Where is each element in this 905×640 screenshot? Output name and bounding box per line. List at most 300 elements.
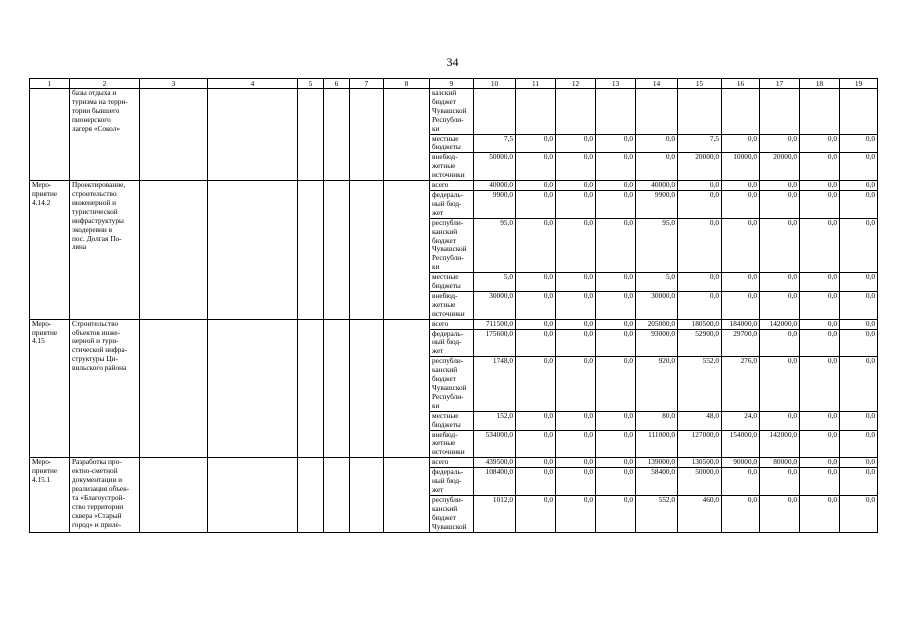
cell-line: жетные xyxy=(432,299,456,309)
measure-code-cell xyxy=(30,319,70,458)
cell-line: Меро- xyxy=(32,180,52,190)
funding-source-cell xyxy=(430,181,474,191)
cell-line: структуры Ци- xyxy=(72,354,118,364)
value-cell: 95,0 xyxy=(474,218,516,272)
cell-line: Чувашской xyxy=(432,105,467,115)
value-cell: 142000,0 xyxy=(760,319,800,329)
cell-line: канский xyxy=(432,365,458,375)
funding-source-cell xyxy=(430,357,474,411)
empty-cell xyxy=(384,89,430,181)
table-row xyxy=(30,319,878,329)
value-cell xyxy=(636,89,678,135)
value-cell xyxy=(800,89,840,135)
value-cell: 0,0 xyxy=(596,273,636,292)
value-cell: 0,0 xyxy=(556,430,596,458)
value-cell: 0,0 xyxy=(516,134,556,153)
value-cell: 40000,0 xyxy=(636,181,678,191)
header-cell: 1 xyxy=(30,79,70,89)
value-cell: 0,0 xyxy=(840,411,878,430)
empty-cell xyxy=(350,319,384,458)
cell-line: ство территории xyxy=(72,501,124,511)
empty-cell xyxy=(384,319,430,458)
cell-line: Проектирование, xyxy=(72,180,126,190)
funding-source-cell xyxy=(430,134,474,153)
cell-line: Строительство xyxy=(72,319,119,328)
funding-source-cell xyxy=(430,153,474,181)
value-cell: 0,0 xyxy=(840,181,878,191)
cell-line: туризма на терри- xyxy=(72,96,128,106)
table-row xyxy=(30,458,878,468)
cell-line: бюджеты xyxy=(432,419,461,429)
value-cell: 0,0 xyxy=(596,495,636,532)
value-cell: 0,0 xyxy=(722,218,760,272)
cell-line: ки xyxy=(432,262,440,272)
value-cell: 0,0 xyxy=(556,273,596,292)
value-cell: 0,0 xyxy=(760,495,800,532)
cell-line: источники xyxy=(432,170,465,180)
value-cell: 276,0 xyxy=(722,357,760,411)
value-cell: 0,0 xyxy=(596,181,636,191)
cell-line: ный бюд- xyxy=(432,198,462,208)
funding-source-cell xyxy=(430,218,474,272)
value-cell: 0,0 xyxy=(840,273,878,292)
value-cell: 0,0 xyxy=(840,357,878,411)
value-cell xyxy=(722,89,760,135)
cell-line: вильского района xyxy=(72,363,127,373)
value-cell xyxy=(678,89,722,135)
value-cell: 40000,0 xyxy=(474,181,516,191)
cell-line: жет xyxy=(432,207,444,217)
cell-line: Республи- xyxy=(432,391,464,401)
value-cell: 0,0 xyxy=(760,218,800,272)
empty-cell xyxy=(208,319,298,458)
header-cell: 14 xyxy=(636,79,678,89)
value-cell: 0,0 xyxy=(596,218,636,272)
value-cell: 0,0 xyxy=(800,291,840,319)
funding-source-cell xyxy=(430,468,474,496)
header-cell: 4 xyxy=(208,79,298,89)
header-cell: 19 xyxy=(840,79,878,89)
cell-line: нерной и тури- xyxy=(72,336,119,346)
value-cell: 0,0 xyxy=(840,153,878,181)
value-cell: 0,0 xyxy=(596,291,636,319)
empty-cell xyxy=(208,458,298,532)
table-row xyxy=(30,89,878,135)
header-cell: 11 xyxy=(516,79,556,89)
empty-cell xyxy=(298,458,324,532)
value-cell: 0,0 xyxy=(800,430,840,458)
cell-line: базы отдыха и xyxy=(72,88,117,97)
cell-line: Меро- xyxy=(32,457,52,467)
cell-line: федераль- xyxy=(432,190,464,199)
value-cell: 0,0 xyxy=(596,329,636,357)
cell-line: Меро- xyxy=(32,319,52,328)
value-cell: 0,0 xyxy=(636,134,678,153)
cell-line: всего xyxy=(432,180,449,190)
funding-source-cell xyxy=(430,319,474,329)
value-cell: 0,0 xyxy=(678,190,722,218)
cell-line: республи- xyxy=(432,356,464,366)
value-cell: 0,0 xyxy=(596,357,636,411)
empty-cell xyxy=(350,181,384,320)
cell-line: местные xyxy=(432,134,459,143)
value-cell: 0,0 xyxy=(840,430,878,458)
cell-line: бюджет xyxy=(432,235,456,245)
header-cell: 5 xyxy=(298,79,324,89)
program-table xyxy=(29,78,878,533)
cell-line: та «Благоустрой- xyxy=(72,492,125,502)
cell-line: местные xyxy=(432,411,459,420)
measure-name-cell xyxy=(70,458,140,532)
value-cell: 205000,0 xyxy=(636,319,678,329)
cell-line: тории бывшего xyxy=(72,105,120,115)
header-cell: 3 xyxy=(140,79,208,89)
value-cell: 0,0 xyxy=(722,495,760,532)
value-cell: 0,0 xyxy=(760,468,800,496)
empty-cell xyxy=(140,458,208,532)
cell-line: Разработка про- xyxy=(72,457,122,467)
cell-line: ный бюд- xyxy=(432,476,462,486)
value-cell: 10000,0 xyxy=(722,153,760,181)
cell-line: жет xyxy=(432,346,444,356)
cell-line: внебюд- xyxy=(432,430,458,439)
cell-line: туристической xyxy=(72,206,118,216)
value-cell: 552,0 xyxy=(636,495,678,532)
value-cell: 0,0 xyxy=(800,319,840,329)
cell-line: казский xyxy=(432,88,457,97)
value-cell: 0,0 xyxy=(516,181,556,191)
cell-line: строительство xyxy=(72,188,117,198)
cell-line: инфраструктуры xyxy=(72,215,124,225)
funding-source-cell xyxy=(430,329,474,357)
funding-source-cell xyxy=(430,273,474,292)
value-cell: 0,0 xyxy=(556,357,596,411)
cell-line: ки xyxy=(432,400,440,410)
page-number: 34 xyxy=(446,55,459,69)
cell-line: бюджет xyxy=(432,512,456,522)
value-cell xyxy=(556,89,596,135)
value-cell: 0,0 xyxy=(678,291,722,319)
value-cell: 48,0 xyxy=(678,411,722,430)
cell-line: 4.15 xyxy=(32,336,45,346)
value-cell: 0,0 xyxy=(556,319,596,329)
value-cell: 111000,0 xyxy=(636,430,678,458)
empty-cell xyxy=(208,181,298,320)
value-cell: 0,0 xyxy=(516,495,556,532)
header-cell: 2 xyxy=(70,79,140,89)
header-cell: 18 xyxy=(800,79,840,89)
value-cell: 152,0 xyxy=(474,411,516,430)
value-cell: 0,0 xyxy=(760,329,800,357)
cell-line: источники xyxy=(432,447,465,457)
empty-cell xyxy=(324,89,350,181)
value-cell: 139000,0 xyxy=(636,458,678,468)
cell-line: внебюд- xyxy=(432,291,458,300)
cell-line: федераль- xyxy=(432,467,464,477)
value-cell: 184000,0 xyxy=(722,319,760,329)
value-cell: 0,0 xyxy=(556,218,596,272)
cell-line: Республи- xyxy=(432,114,464,124)
value-cell: 0,0 xyxy=(678,181,722,191)
value-cell: 0,0 xyxy=(760,273,800,292)
header-cell: 9 xyxy=(430,79,474,89)
value-cell: 0,0 xyxy=(596,153,636,181)
value-cell: 0,0 xyxy=(800,495,840,532)
cell-line: всего xyxy=(432,319,449,328)
value-cell: 0,0 xyxy=(556,291,596,319)
cell-line: федераль- xyxy=(432,329,464,338)
empty-cell xyxy=(384,181,430,320)
value-cell: 0,0 xyxy=(800,181,840,191)
cell-line: приятие xyxy=(32,188,58,198)
empty-cell xyxy=(384,458,430,532)
value-cell: 0,0 xyxy=(516,291,556,319)
empty-cell xyxy=(350,458,384,532)
value-cell: 142000,0 xyxy=(760,430,800,458)
measure-name-cell xyxy=(70,319,140,458)
value-cell xyxy=(516,89,556,135)
value-cell: 0,0 xyxy=(800,153,840,181)
header-cell: 16 xyxy=(722,79,760,89)
header-row xyxy=(30,79,878,89)
value-cell: 130500,0 xyxy=(678,458,722,468)
value-cell: 0,0 xyxy=(556,411,596,430)
value-cell: 0,0 xyxy=(516,329,556,357)
value-cell: 180500,0 xyxy=(678,319,722,329)
value-cell: 552,0 xyxy=(678,357,722,411)
value-cell: 0,0 xyxy=(722,468,760,496)
value-cell: 0,0 xyxy=(678,218,722,272)
value-cell: 0,0 xyxy=(556,181,596,191)
header-cell: 8 xyxy=(384,79,430,89)
value-cell: 52900,0 xyxy=(678,329,722,357)
value-cell: 0,0 xyxy=(840,134,878,153)
header-cell: 13 xyxy=(596,79,636,89)
value-cell: 0,0 xyxy=(800,329,840,357)
cell-line: канский xyxy=(432,226,458,236)
empty-cell xyxy=(298,319,324,458)
value-cell: 58400,0 xyxy=(636,468,678,496)
value-cell: 0,0 xyxy=(596,458,636,468)
value-cell: 534000,0 xyxy=(474,430,516,458)
value-cell: 460,0 xyxy=(678,495,722,532)
value-cell xyxy=(474,89,516,135)
cell-line: реализация объек- xyxy=(72,483,130,493)
value-cell: 0,0 xyxy=(516,319,556,329)
funding-source-cell xyxy=(430,495,474,532)
cell-line: бюджеты xyxy=(432,142,461,152)
value-cell: 0,0 xyxy=(760,411,800,430)
value-cell: 711500,0 xyxy=(474,319,516,329)
value-cell: 9900,0 xyxy=(474,190,516,218)
value-cell: 0,0 xyxy=(556,458,596,468)
value-cell: 127000,0 xyxy=(678,430,722,458)
cell-line: жетные xyxy=(432,161,456,171)
value-cell: 0,0 xyxy=(556,134,596,153)
value-cell: 0,0 xyxy=(516,273,556,292)
value-cell: 175600,0 xyxy=(474,329,516,357)
empty-cell xyxy=(324,181,350,320)
header-cell: 6 xyxy=(324,79,350,89)
value-cell: 0,0 xyxy=(760,291,800,319)
value-cell: 0,0 xyxy=(516,153,556,181)
value-cell: 0,0 xyxy=(840,468,878,496)
cell-line: город» и приле- xyxy=(72,519,122,529)
cell-line: объектов инже- xyxy=(72,327,121,337)
value-cell: 0,0 xyxy=(840,190,878,218)
cell-line: пос. Долгая По- xyxy=(72,233,122,243)
cell-line: республи- xyxy=(432,495,464,504)
value-cell: 439500,0 xyxy=(474,458,516,468)
header-cell: 7 xyxy=(350,79,384,89)
value-cell: 0,0 xyxy=(516,430,556,458)
measure-name-cell xyxy=(70,89,140,181)
value-cell: 0,0 xyxy=(556,190,596,218)
empty-cell xyxy=(324,458,350,532)
value-cell: 0,0 xyxy=(722,134,760,153)
value-cell: 0,0 xyxy=(800,218,840,272)
cell-line: жетные xyxy=(432,438,456,448)
funding-source-cell xyxy=(430,190,474,218)
header-cell: 12 xyxy=(556,79,596,89)
funding-source-cell xyxy=(430,430,474,458)
cell-line: ектно-сметной xyxy=(72,466,118,476)
cell-line: лагеря «Сокол» xyxy=(72,123,121,133)
cell-line: внебюд- xyxy=(432,152,458,162)
table-row xyxy=(30,181,878,191)
header-cell: 15 xyxy=(678,79,722,89)
value-cell: 50000,0 xyxy=(474,153,516,181)
value-cell: 0,0 xyxy=(596,134,636,153)
value-cell: 7,5 xyxy=(474,134,516,153)
funding-source-cell xyxy=(430,291,474,319)
value-cell: 0,0 xyxy=(596,190,636,218)
value-cell: 0,0 xyxy=(760,357,800,411)
empty-cell xyxy=(298,89,324,181)
cell-line: сквера «Старый xyxy=(72,510,122,520)
cell-line: Чувашской xyxy=(432,244,467,254)
cell-line: инженерной и xyxy=(72,197,116,207)
value-cell: 0,0 xyxy=(678,273,722,292)
cell-line: ки xyxy=(432,123,440,133)
measure-code-cell xyxy=(30,89,70,181)
cell-line: 4.15.1 xyxy=(32,475,51,485)
empty-cell xyxy=(208,89,298,181)
value-cell: 93000,0 xyxy=(636,329,678,357)
header-cell: 10 xyxy=(474,79,516,89)
value-cell: 80,0 xyxy=(636,411,678,430)
value-cell: 0,0 xyxy=(800,134,840,153)
value-cell: 80000,0 xyxy=(760,458,800,468)
value-cell: 0,0 xyxy=(800,468,840,496)
value-cell: 95,0 xyxy=(636,218,678,272)
value-cell: 0,0 xyxy=(596,468,636,496)
cell-line: бюджет xyxy=(432,96,456,106)
value-cell: 0,0 xyxy=(840,458,878,468)
value-cell: 90000,0 xyxy=(722,458,760,468)
value-cell: 0,0 xyxy=(596,411,636,430)
value-cell: 30000,0 xyxy=(474,291,516,319)
value-cell: 0,0 xyxy=(722,273,760,292)
value-cell: 0,0 xyxy=(800,357,840,411)
cell-line: 4.14.2 xyxy=(32,197,51,207)
value-cell: 0,0 xyxy=(760,181,800,191)
value-cell: 0,0 xyxy=(722,181,760,191)
value-cell: 5,0 xyxy=(636,273,678,292)
empty-cell xyxy=(140,89,208,181)
measure-code-cell xyxy=(30,458,70,532)
value-cell: 0,0 xyxy=(556,468,596,496)
cell-line: Чувашской xyxy=(432,383,467,392)
value-cell: 0,0 xyxy=(596,430,636,458)
value-cell: 50000,0 xyxy=(678,468,722,496)
value-cell xyxy=(840,89,878,135)
value-cell: 0,0 xyxy=(800,458,840,468)
value-cell: 920,0 xyxy=(636,357,678,411)
value-cell: 0,0 xyxy=(516,190,556,218)
value-cell: 30000,0 xyxy=(636,291,678,319)
value-cell: 108400,0 xyxy=(474,468,516,496)
cell-line: приятие xyxy=(32,327,58,337)
empty-cell xyxy=(324,319,350,458)
value-cell: 0,0 xyxy=(596,319,636,329)
measure-name-cell xyxy=(70,181,140,320)
value-cell: 0,0 xyxy=(760,190,800,218)
funding-source-cell xyxy=(430,458,474,468)
value-cell: 0,0 xyxy=(722,291,760,319)
value-cell: 0,0 xyxy=(722,190,760,218)
value-cell: 24,0 xyxy=(722,411,760,430)
value-cell: 0,0 xyxy=(840,319,878,329)
value-cell: 0,0 xyxy=(800,190,840,218)
value-cell xyxy=(596,89,636,135)
cell-line: Республи- xyxy=(432,253,464,263)
value-cell: 9900,0 xyxy=(636,190,678,218)
empty-cell xyxy=(140,181,208,320)
value-cell: 29700,0 xyxy=(722,329,760,357)
empty-cell xyxy=(140,319,208,458)
value-cell xyxy=(760,89,800,135)
value-cell: 0,0 xyxy=(760,134,800,153)
cell-line: канский xyxy=(432,503,458,513)
value-cell: 5,0 xyxy=(474,273,516,292)
cell-line: документации и xyxy=(72,475,123,485)
value-cell: 7,5 xyxy=(678,134,722,153)
empty-cell xyxy=(350,89,384,181)
measure-code-cell xyxy=(30,181,70,320)
cell-line: местные xyxy=(432,272,459,282)
cell-line: ляна xyxy=(72,242,87,252)
cell-line: бюджеты xyxy=(432,281,461,291)
value-cell: 0,0 xyxy=(516,218,556,272)
value-cell: 154000,0 xyxy=(722,430,760,458)
value-cell: 0,0 xyxy=(516,411,556,430)
value-cell: 0,0 xyxy=(556,153,596,181)
header-cell: 17 xyxy=(760,79,800,89)
cell-line: пионерского xyxy=(72,114,111,124)
value-cell: 0,0 xyxy=(516,458,556,468)
value-cell: 0,0 xyxy=(800,411,840,430)
cell-line: Чувашской xyxy=(432,521,467,531)
value-cell: 1748,0 xyxy=(474,357,516,411)
funding-source-cell xyxy=(430,411,474,430)
value-cell: 0,0 xyxy=(516,468,556,496)
value-cell: 0,0 xyxy=(556,329,596,357)
cell-line: ный бюд- xyxy=(432,337,462,347)
cell-line: бюджет xyxy=(432,374,456,384)
cell-line: приятие xyxy=(32,466,58,476)
cell-line: жет xyxy=(432,484,444,494)
